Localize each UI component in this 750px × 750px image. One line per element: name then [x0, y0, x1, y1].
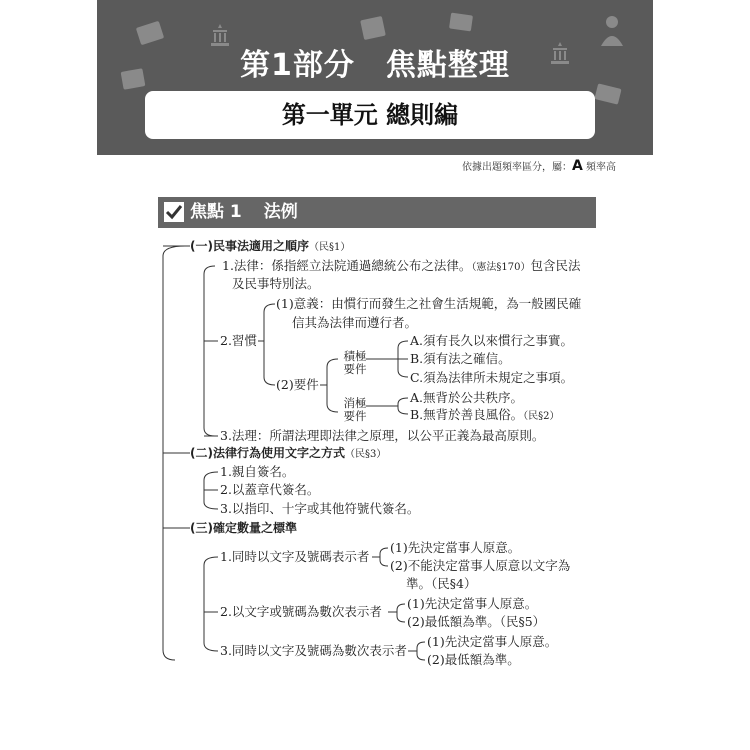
quantity-rule-3: 3.同時以文字及號碼為數次表示者: [220, 643, 407, 658]
custom-meaning-line2: 信其為法律而遵行者。: [292, 315, 418, 330]
principle-item: 3.法理：所謂法理即法律之原理，以公平正義為最高原則。: [220, 428, 545, 443]
negative-b-cite: （民§2）: [523, 411, 560, 422]
custom-elements: (2)要件: [276, 377, 319, 392]
quantity-rule-3-a: (1)先決定當事人原意。: [427, 634, 558, 649]
negative-b: [410, 407, 560, 425]
quantity-rule-1: 1.同時以文字及號碼表示者: [220, 549, 370, 564]
quantity-rule-1-a: (1)先決定當事人原意。: [390, 540, 521, 555]
law-text: 1.法律：係指經立法院通過總統公布之法律。: [222, 258, 472, 273]
quantity-rule-1-b-cont: 準。（民§4）: [406, 576, 477, 591]
section-2-title: [190, 445, 386, 463]
section-1-heading: (一)民事法適用之順序: [190, 239, 309, 253]
part-title: 第1部分 焦點整理: [240, 48, 510, 83]
custom-item: 2.習慣: [220, 333, 257, 348]
legend-text: 依據出題頻率區分，屬：: [461, 162, 572, 173]
signature-item-1: 1.親自簽名。: [220, 464, 295, 479]
positive-b: B.須有法之確信。: [410, 351, 511, 366]
law-item-line2: 及民事特別法。: [232, 276, 320, 291]
negative-b-text: B.無背於善良風俗。: [410, 407, 524, 422]
custom-meaning-line1: (1)意義：由慣行而發生之社會生活規範，為一般國民確: [276, 296, 582, 311]
section-3-title: (三)確定數量之標準: [190, 521, 297, 535]
signature-item-2: 2.以蓋章代簽名。: [220, 482, 320, 497]
quantity-rule-2-b: (2)最低額為準。（民§5）: [407, 614, 546, 629]
negative-a: A.無背於公共秩序。: [410, 390, 524, 405]
law-cite: （憲法§170）: [471, 262, 531, 273]
legend-mark: A: [571, 158, 583, 174]
negative-requirements: 消極要件: [343, 396, 367, 423]
signature-item-3: 3.以指印、十字或其他符號代簽名。: [220, 501, 420, 516]
focus-label: 焦點 1: [190, 202, 242, 222]
section-1-cite: （民§1）: [308, 242, 351, 253]
law-item: [222, 258, 581, 276]
quantity-rule-2-a: (1)先決定當事人原意。: [407, 596, 538, 611]
positive-requirements: 積極要件: [343, 349, 367, 376]
focus-subject: 法例: [263, 202, 298, 222]
section-2-heading: (二)法律行為使用文字之方式: [190, 446, 345, 460]
law-text-cont: 包含民法: [530, 258, 581, 273]
quantity-rule-2: 2.以文字或號碼為數次表示者: [220, 604, 382, 619]
section-2-cite: （民§3）: [344, 449, 387, 460]
quantity-rule-1-b: (2)不能決定當事人原意以文字為: [390, 558, 571, 573]
quantity-rule-3-b: (2)最低額為準。: [427, 652, 520, 667]
section-1-title: [190, 238, 350, 256]
legend-level: 頻率高: [586, 162, 616, 173]
positive-c: C.須為法律所未規定之事項。: [410, 370, 574, 385]
unit-title: 第一單元 總則編: [281, 101, 459, 129]
positive-a: A.須有長久以來慣行之事實。: [410, 333, 574, 348]
